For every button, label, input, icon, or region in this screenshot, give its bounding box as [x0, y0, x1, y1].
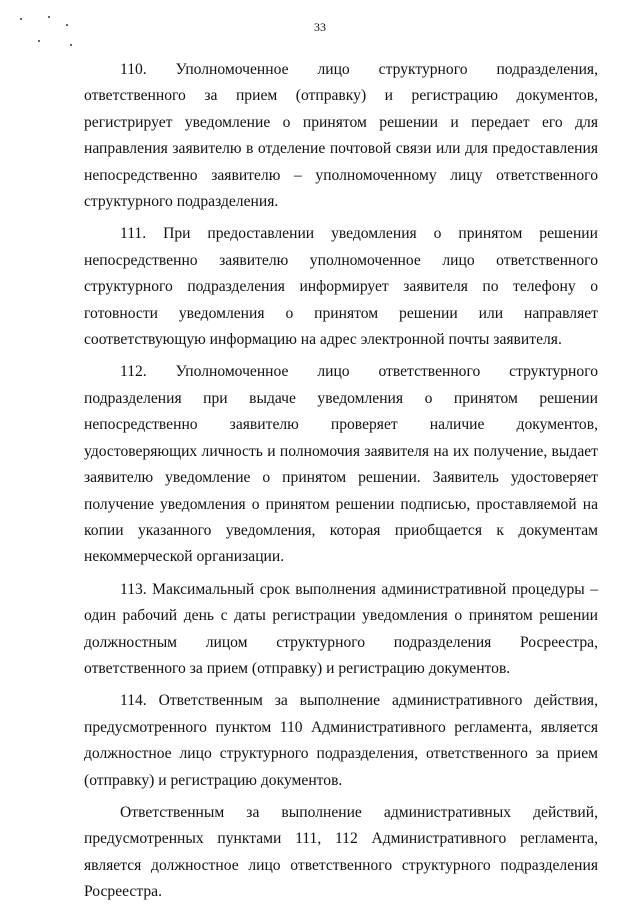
paragraph-113: 113. Максимальный срок выполнения административной процедуры – один рабочий день с даты регистрации уведомления о принятом решении должностным лицом структурного подразделения Росреестра, ответственного за прием (отправку) и регистрацию документов. [84, 580, 598, 677]
paragraph-112: 112. Уполномоченное лицо ответственного структурного подразделения при выдаче уведомления о принятом решении непосредственно заявителю проверяет наличие документов, удостоверяющих личность и полномочия заявителя на их получение, выдает заявителю уведомление о принятом решении. Заявитель удостоверяет получение уведомления о принятом решении подписью, проставляемой на копии указанного уведомления, которая приобщается к документам некоммерческой организации. [84, 363, 598, 566]
paragraph-110: 110. Уполномоченное лицо структурного подразделения, ответственного за прием (отправку) и регистрацию документов, регистрирует уведомление о принятом решении и передает его для направления заявителю в отделение почтовой связи или для предоставления непосредственно заявителю – уполномоченному лицу ответственного структурного подразделения. [84, 61, 598, 211]
page-number: 33 [314, 20, 326, 34]
document-body [84, 57, 598, 912]
paragraph-114: 114. Ответственным за выполнение административного действия, предусмотренного пунктом 110 Административного регламента, является должностное лицо структурного подразделения, ответственного за прием (отправку) и регистрацию документов. [84, 692, 598, 789]
paragraph-114-continued: Ответственным за выполнение административных действий, предусмотренных пунктами 111, 112 Административного регламента, является должностное лицо ответственного структурного подразделения Росреестра. [84, 803, 598, 901]
paragraph-111: 111. При предоставлении уведомления о принятом решении непосредственно заявителю уполномоченное лицо ответственного структурного подразделения информирует заявителя по телефону о готовности уведомления о принятом решении или направляет соответствующую информацию на адрес электронной почты заявителя. [84, 225, 598, 349]
